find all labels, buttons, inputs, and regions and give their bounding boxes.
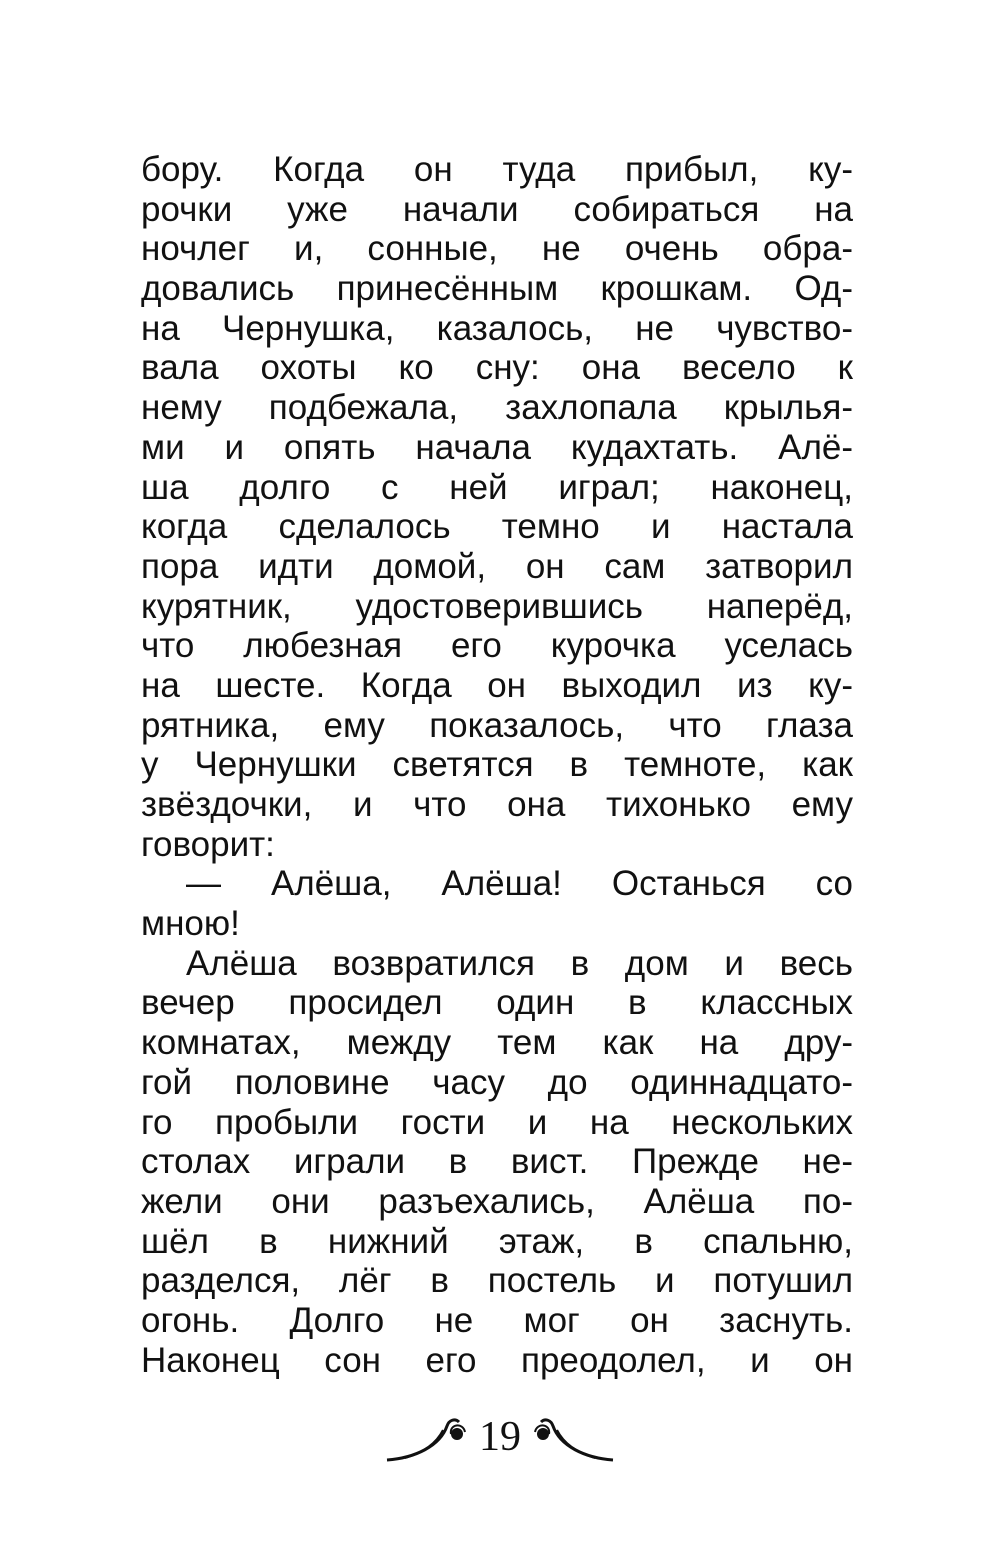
text-line: ми и опять начала кудахтать. Алё- <box>141 427 853 467</box>
text-line: жели они разъехались, Алёша по- <box>141 1181 853 1221</box>
text-line: когда сделалось темно и настала <box>141 507 853 547</box>
text-line: Алёша возвратился в дом и весь <box>186 943 853 983</box>
text-line: говорит: <box>141 824 275 864</box>
text-line: ночлег и, сонные, не очень обра- <box>141 229 853 269</box>
text-line: Наконец сон его преодолел, и он <box>141 1340 853 1380</box>
text-line: курятник, удостоверившись наперёд, <box>141 586 853 626</box>
text-line: звёздочки, и что она тихонько ему <box>141 785 853 824</box>
text-line: довались принесённым крошкам. Од- <box>141 269 853 309</box>
text-line: комнатах, между тем как на дру- <box>141 1023 853 1063</box>
text-line: нему подбежала, захлопала крылья- <box>141 388 853 428</box>
text-line: пора идти домой, он сам затворил <box>141 546 853 586</box>
text-line: рятника, ему показалось, что глаза <box>141 705 853 745</box>
text-line: го пробыли гости и на нескольких <box>141 1102 853 1142</box>
text-line: шёл в нижний этаж, в спальню, <box>141 1221 853 1261</box>
text-line: гой половине часу до одиннадцато- <box>141 1062 853 1102</box>
text-line: вечер просидел один в классных <box>141 983 853 1023</box>
page-footer <box>385 1408 615 1468</box>
text-line: ша долго с ней играл; наконец, <box>141 467 853 507</box>
text-line: рочки уже начали собираться на <box>141 189 853 229</box>
text-line: огонь. Долго не мог он заснуть. <box>141 1300 853 1340</box>
text-line: разделся, лёг в постель и потушил <box>141 1261 853 1301</box>
text-line: что любезная его курочка уселась <box>141 626 853 666</box>
text-line: вала охоты ко сну: она весело к <box>141 348 853 388</box>
text-line: мною! <box>141 904 240 944</box>
body-text <box>141 150 853 1380</box>
text-line: у Чернушки светятся в темноте, как <box>141 745 853 785</box>
text-line: столах играли в вист. Прежде не- <box>141 1142 853 1182</box>
text-line: бору. Когда он туда прибыл, ку- <box>141 150 853 189</box>
text-line: на Чернушка, казалось, не чувство- <box>141 308 853 348</box>
text-line: на шесте. Когда он выходил из ку- <box>141 665 853 705</box>
page-number: 19 <box>479 1414 521 1460</box>
text-line: — Алёша, Алёша! Останься со <box>186 864 853 904</box>
